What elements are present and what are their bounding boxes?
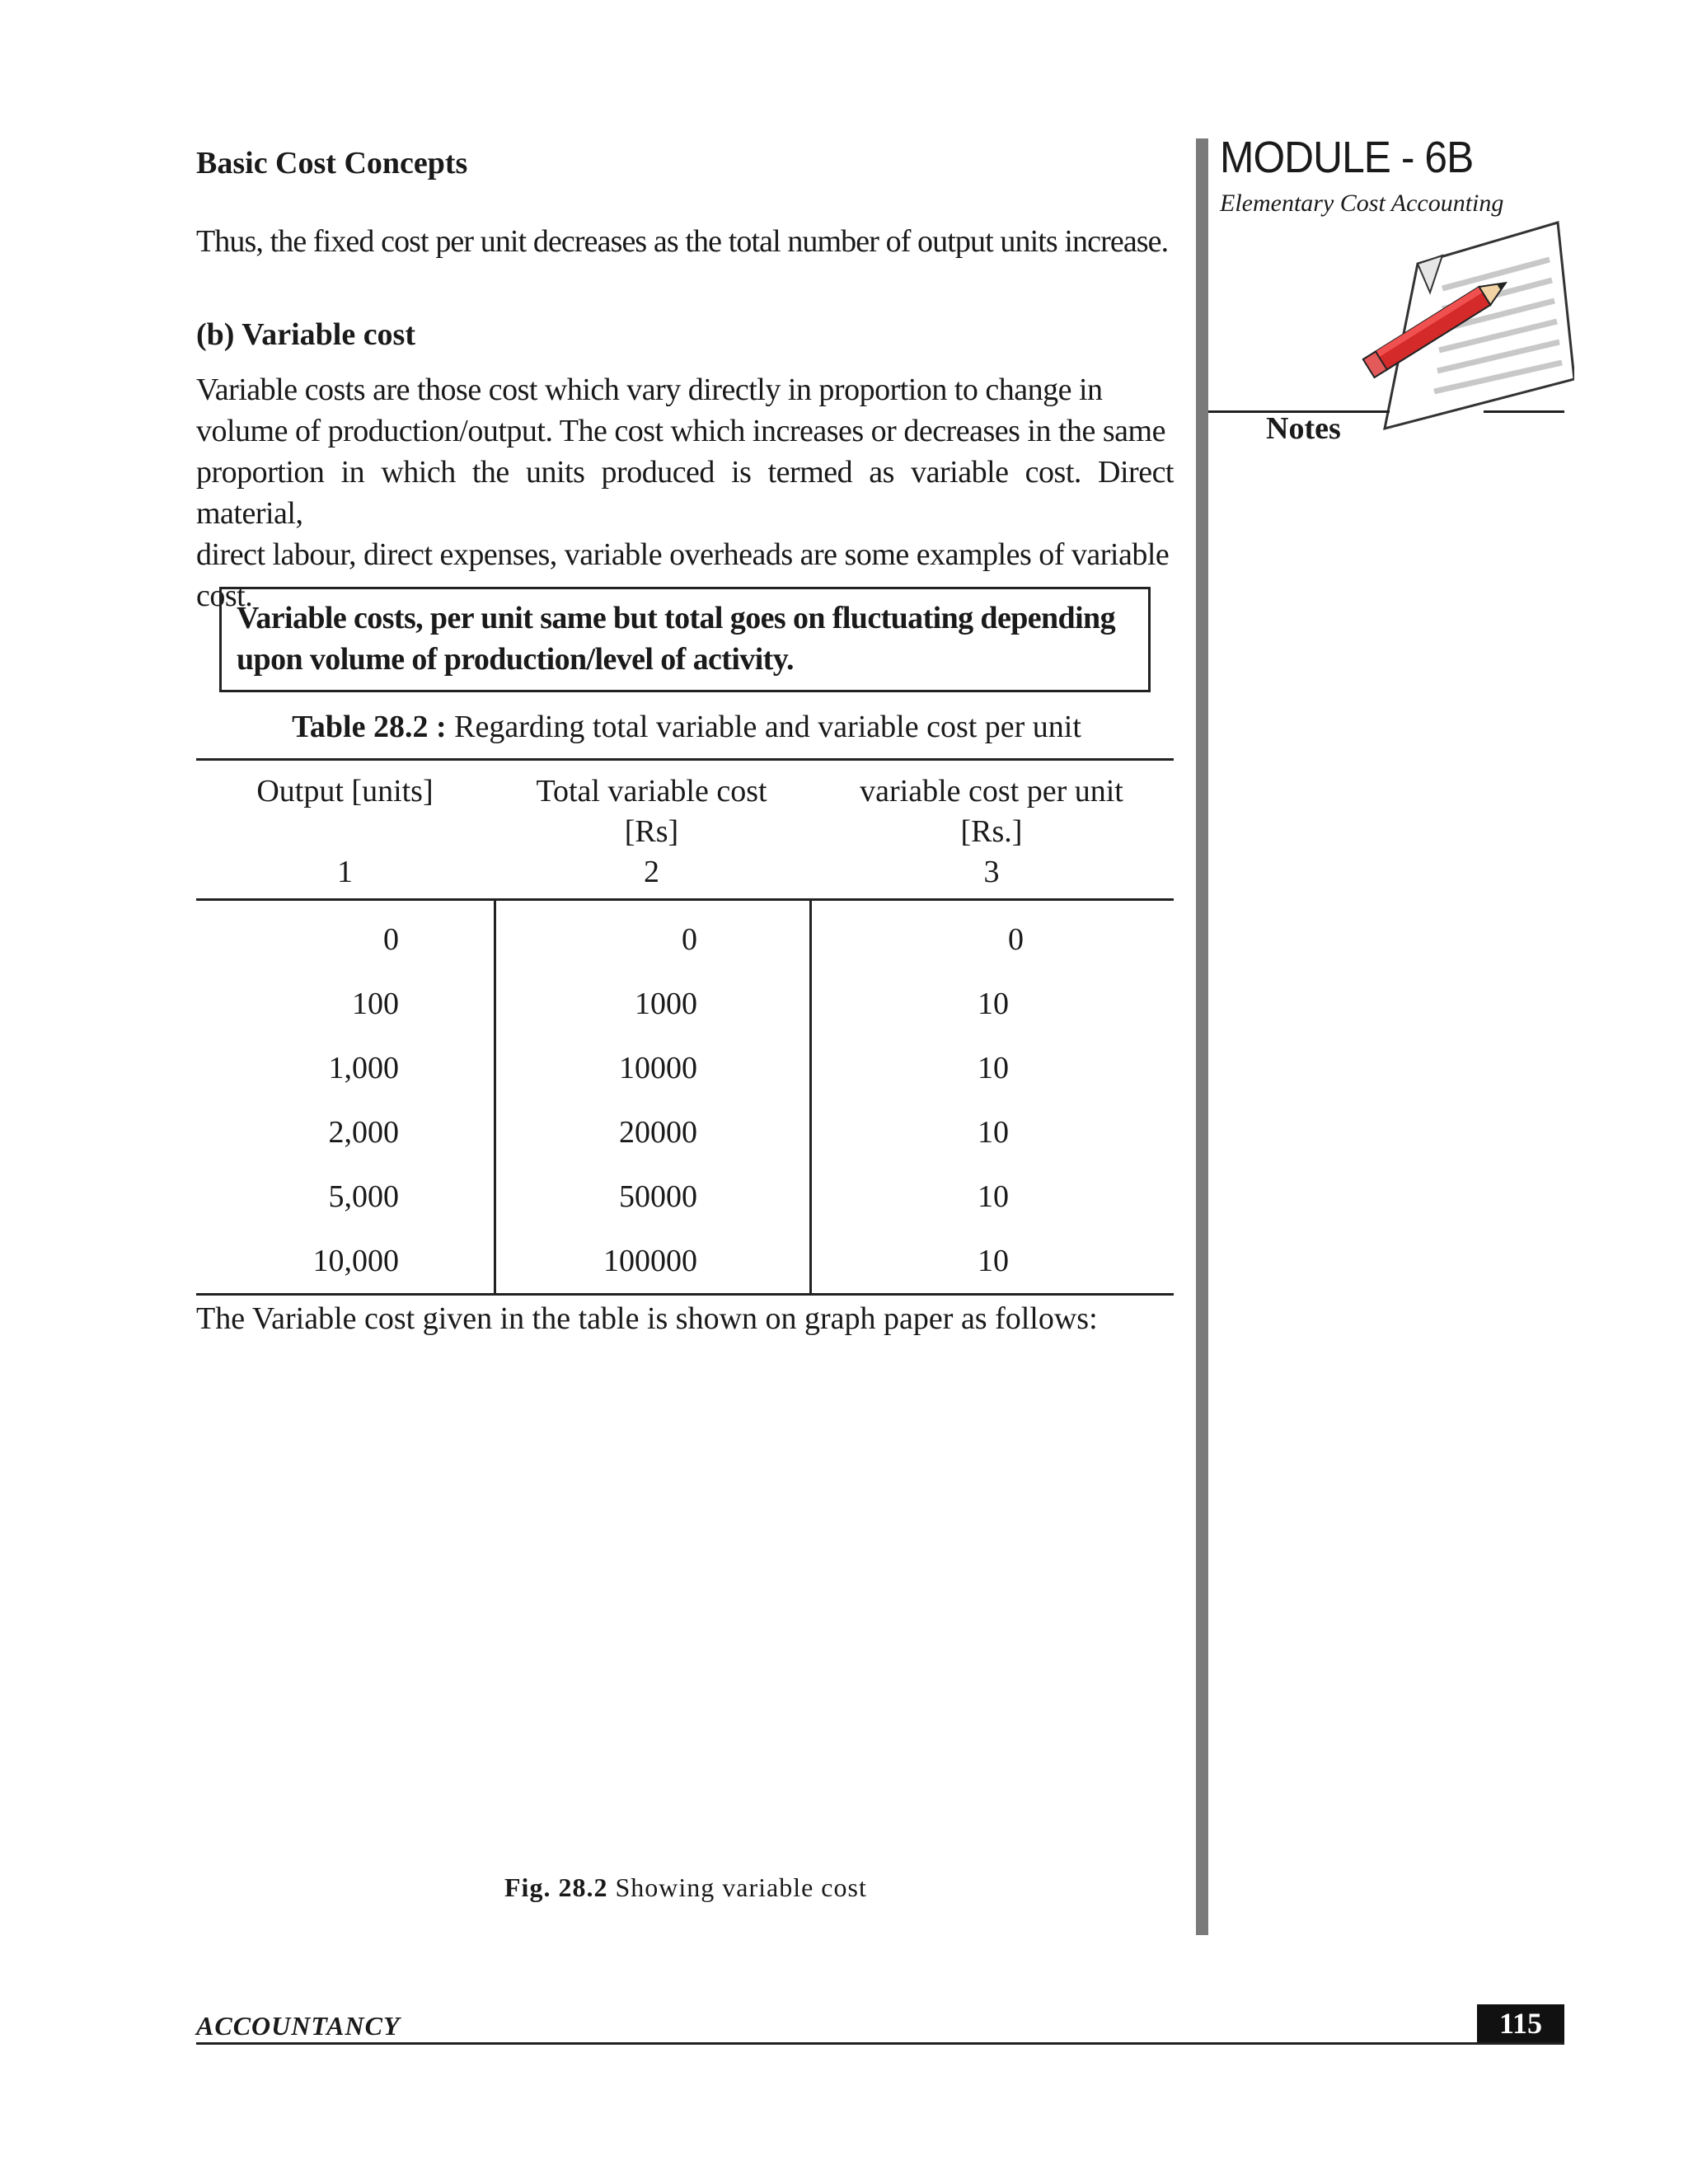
paragraph-line: cost. xyxy=(196,579,253,613)
figure-caption xyxy=(504,1872,867,1903)
variable-cost-paragraph xyxy=(196,369,1174,616)
cell-output: 2,000 xyxy=(328,1115,399,1150)
cell-output: 5,000 xyxy=(328,1179,399,1214)
cell-output: 0 xyxy=(383,922,399,957)
cell-total-cost: 100000 xyxy=(603,1244,697,1278)
graph-intro-text: The Variable cost given in the table is shown on graph paper as follows: xyxy=(196,1301,1098,1336)
section-title: Basic Cost Concepts xyxy=(196,146,468,180)
cell-unit-cost: 10 xyxy=(978,1244,1009,1278)
header-label: Output [units] xyxy=(256,774,434,808)
paragraph-line: volume of production/output. The cost which increases or decreases in the same xyxy=(196,414,1165,448)
notes-label: Notes xyxy=(1266,411,1341,446)
header-unit: [Rs] xyxy=(624,814,679,849)
table-header-variable-cost-per-unit xyxy=(809,771,1174,893)
table-column-divider xyxy=(494,900,496,1296)
table-header-output xyxy=(196,771,494,893)
header-unit: [Rs.] xyxy=(960,814,1023,849)
module-subtitle: Elementary Cost Accounting xyxy=(1220,190,1504,217)
cell-output: 1,000 xyxy=(328,1051,399,1085)
cell-total-cost: 20000 xyxy=(619,1115,697,1150)
cell-total-cost: 10000 xyxy=(619,1051,697,1085)
cell-unit-cost: 10 xyxy=(978,1179,1009,1214)
table-bottom-rule xyxy=(196,1293,1174,1296)
boxed-note-line: Variable costs, per unit same but total goes on fluctuating depending xyxy=(237,601,1115,635)
cell-unit-cost: 10 xyxy=(978,987,1009,1021)
table-top-rule xyxy=(196,758,1174,761)
footer-subject: ACCOUNTANCY xyxy=(196,2011,401,2041)
sidebar-divider xyxy=(1196,138,1208,1935)
variable-cost-table xyxy=(196,758,1174,1296)
cell-unit-cost: 10 xyxy=(978,1115,1009,1150)
table-column-divider xyxy=(809,900,812,1296)
figure-caption-label: Fig. 28.2 xyxy=(504,1872,608,1902)
table-header-total-variable-cost xyxy=(494,771,809,893)
cell-total-cost: 50000 xyxy=(619,1179,697,1214)
subheading-variable-cost: (b) Variable cost xyxy=(196,317,415,352)
cell-unit-cost: 0 xyxy=(1008,922,1024,957)
notes-rule-right xyxy=(1484,410,1564,413)
paragraph-line: direct labour, direct expenses, variable overheads are some examples of variable xyxy=(196,537,1170,572)
table-caption-label: Table 28.2 : xyxy=(292,710,447,744)
intro-paragraph: Thus, the fixed cost per unit decreases as the total number of output units increase. xyxy=(196,224,1169,259)
cell-output: 10,000 xyxy=(312,1244,399,1278)
cell-output: 100 xyxy=(352,987,399,1021)
paragraph-line: proportion in which the units produced is termed as variable cost. Direct material, xyxy=(196,455,1174,531)
boxed-note xyxy=(219,587,1151,692)
header-number: 2 xyxy=(644,855,659,889)
boxed-note-line: upon volume of production/level of activity. xyxy=(237,642,794,677)
figure-caption-text: Showing variable cost xyxy=(607,1872,867,1902)
cell-total-cost: 0 xyxy=(682,922,697,957)
header-label: Total variable cost xyxy=(536,774,767,808)
header-number: 1 xyxy=(337,855,353,889)
footer-rule xyxy=(196,2042,1564,2045)
table-caption-text: Regarding total variable and variable cost per unit xyxy=(446,710,1081,744)
cell-total-cost: 1000 xyxy=(635,987,697,1021)
cell-unit-cost: 10 xyxy=(978,1051,1009,1085)
header-unit xyxy=(196,812,494,852)
header-number: 3 xyxy=(983,855,1000,889)
module-title: MODULE - 6B xyxy=(1220,133,1474,182)
table-caption xyxy=(196,709,1177,745)
paragraph-line: Variable costs are those cost which vary directly in proportion to change in xyxy=(196,373,1103,407)
table-header-rule xyxy=(196,898,1174,901)
page-number: 115 xyxy=(1477,2004,1564,2042)
header-label: variable cost per unit xyxy=(860,774,1123,808)
